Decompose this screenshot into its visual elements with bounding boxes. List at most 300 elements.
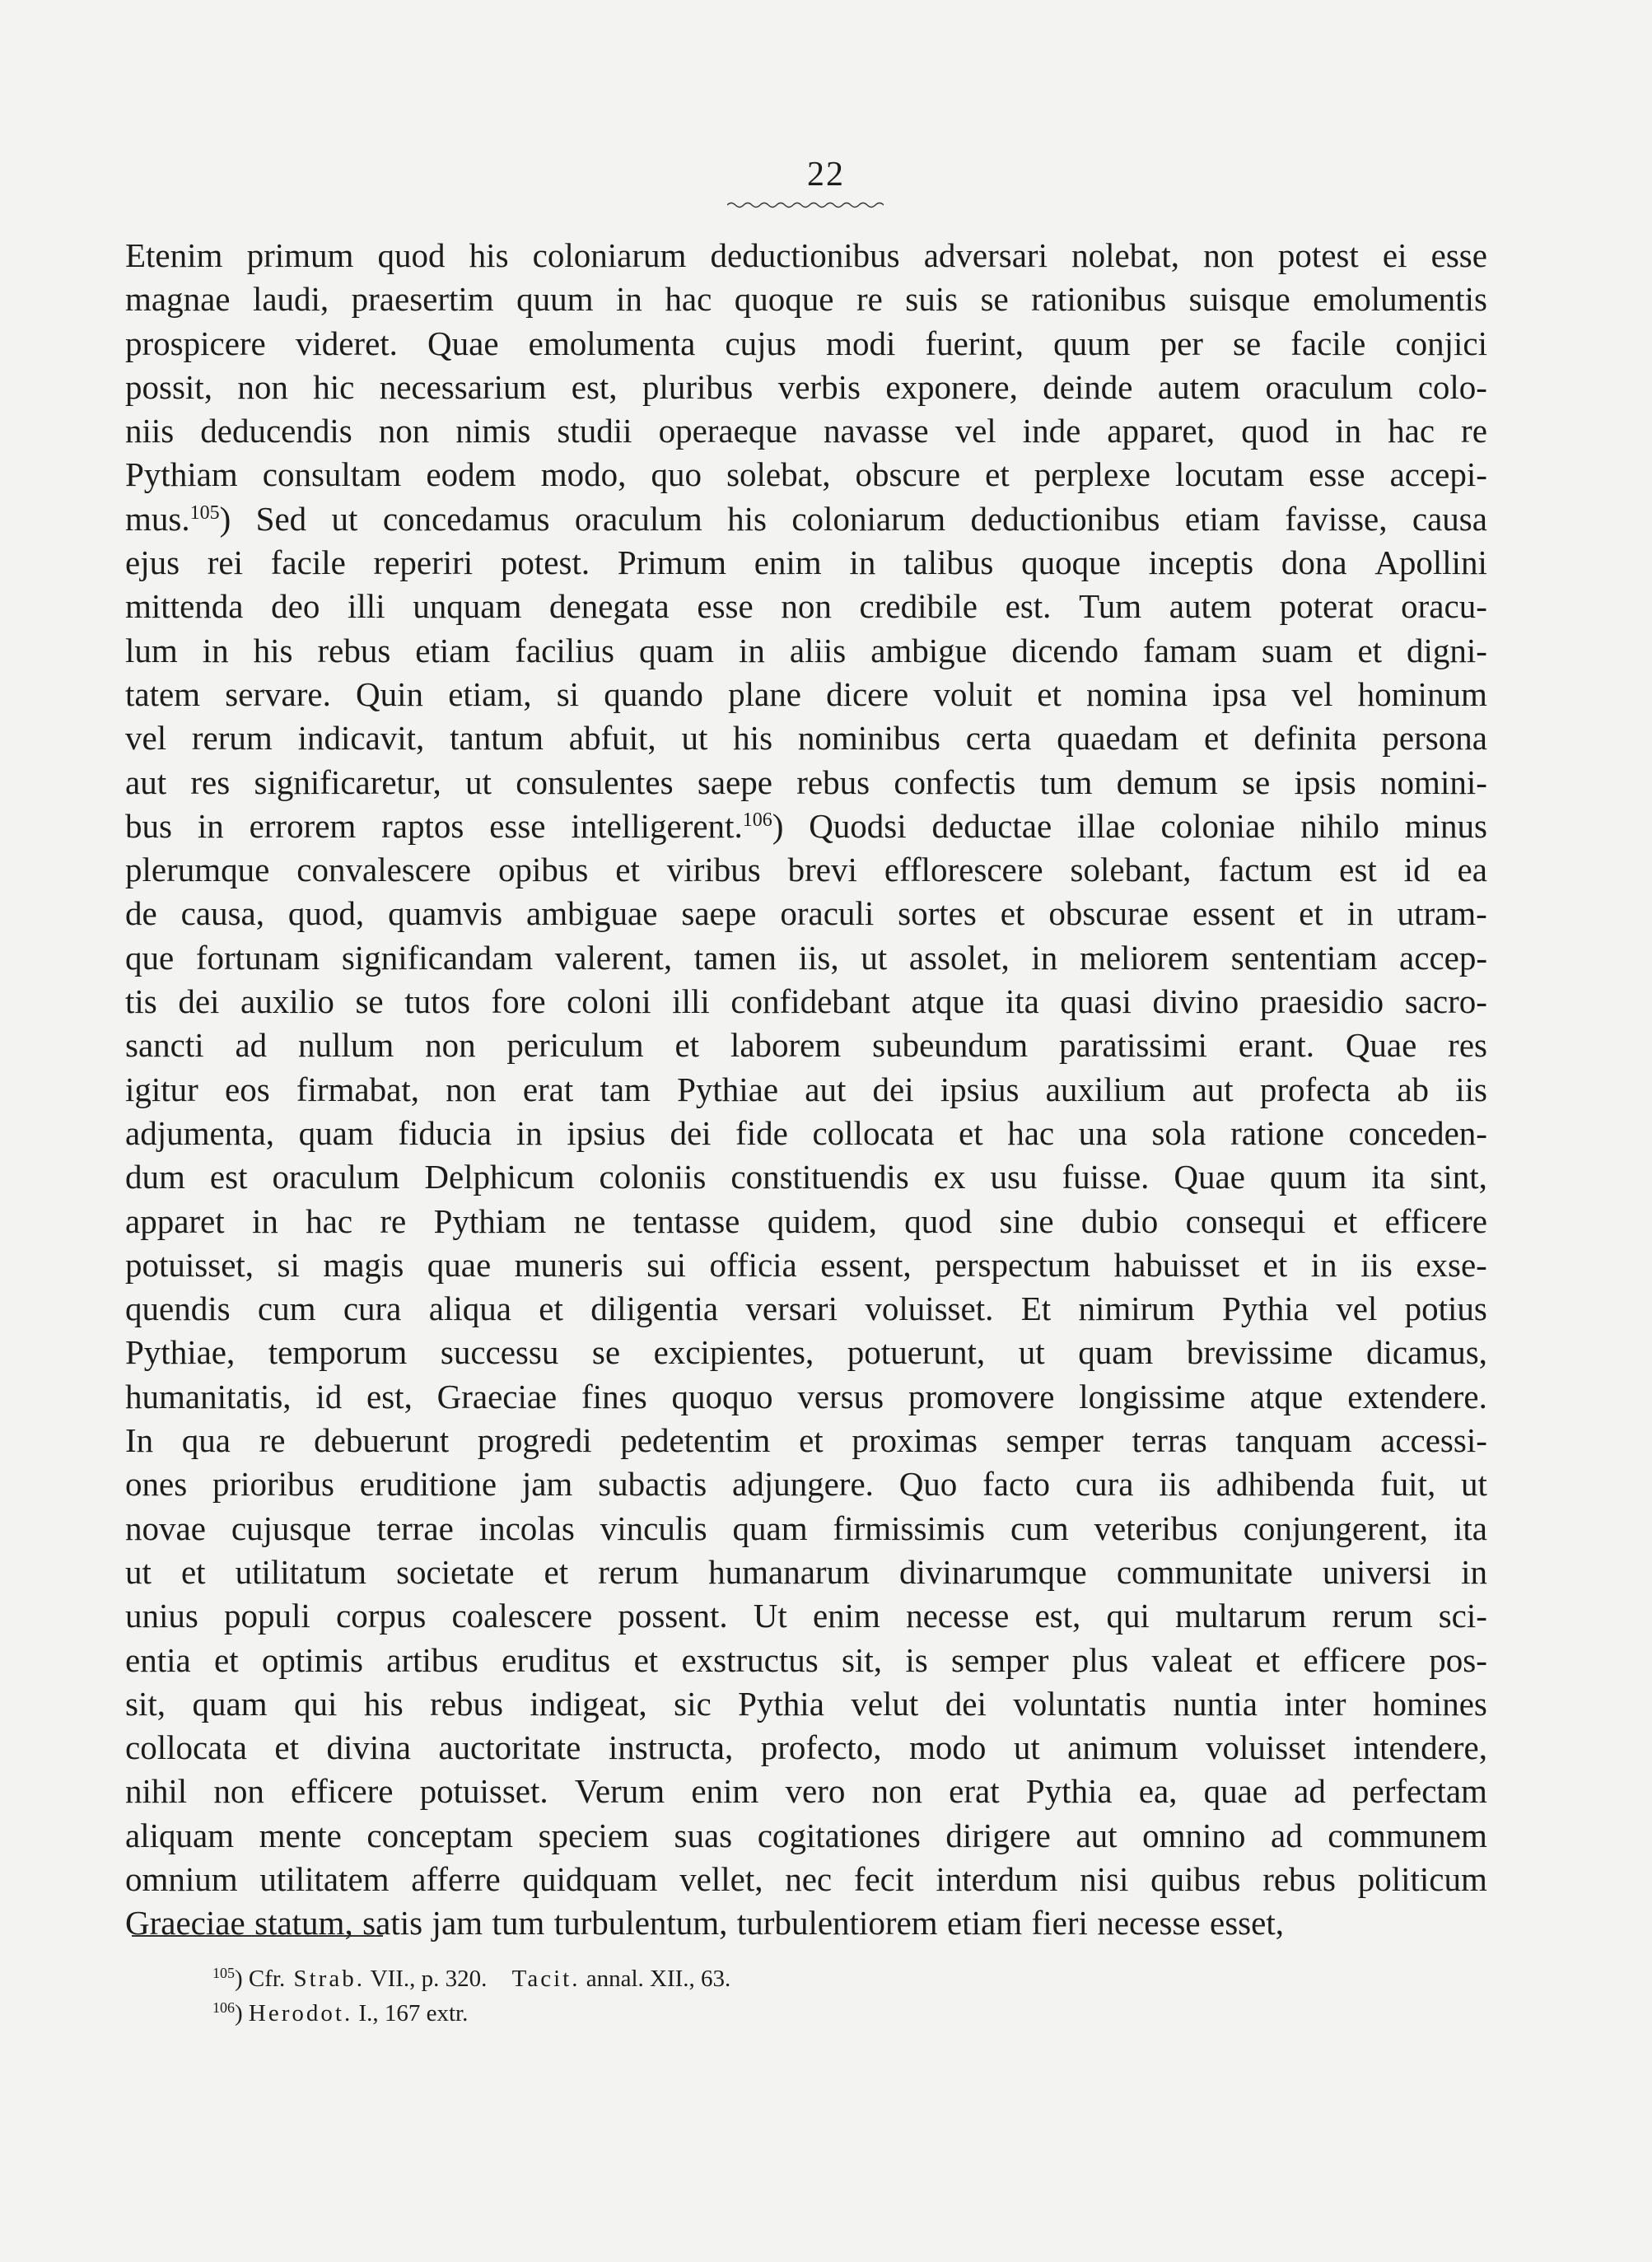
word: et — [1357, 631, 1383, 669]
word: quod — [377, 236, 446, 274]
word: non — [781, 587, 832, 626]
word: tatem — [125, 674, 201, 713]
word: causa — [1412, 499, 1487, 538]
word: Quo — [898, 1465, 958, 1504]
word: his — [733, 719, 773, 758]
word: Quae — [1174, 1158, 1245, 1196]
word: nullum — [298, 1026, 394, 1065]
word: qui — [1106, 1597, 1150, 1635]
word: dei — [178, 982, 220, 1021]
word: reperiri — [373, 543, 474, 582]
word: Delphicum — [424, 1158, 575, 1196]
word: obscure — [855, 455, 961, 494]
word: rationibus — [1031, 280, 1167, 319]
word: progredi — [477, 1421, 592, 1460]
word: oraculum — [1265, 367, 1393, 406]
word: Primum — [617, 543, 726, 582]
word: quam — [732, 1509, 808, 1547]
word: nomini- — [1380, 763, 1487, 801]
word: cum — [1010, 1509, 1069, 1547]
word: quaedam — [1057, 719, 1179, 758]
word: quendis — [125, 1290, 231, 1328]
word: ipsius — [567, 1113, 646, 1152]
word: modo, — [540, 455, 627, 494]
word: praesidio — [1259, 982, 1384, 1021]
word: divinarumque — [899, 1552, 1087, 1591]
word: voluit — [933, 674, 1013, 713]
word: quum — [1053, 324, 1131, 362]
word: cogitationes — [757, 1816, 921, 1854]
word: firmabat, — [296, 1070, 419, 1108]
word: est, — [366, 1377, 413, 1415]
word: enim — [754, 543, 822, 582]
word: non — [425, 1026, 476, 1065]
word: ei — [1382, 236, 1407, 274]
word: sit, — [125, 1684, 166, 1723]
word: mente — [259, 1816, 342, 1854]
word: significandam — [341, 938, 534, 977]
word: solebant, — [1070, 851, 1192, 889]
text-line — [125, 1901, 1487, 1945]
word: et — [544, 1552, 569, 1591]
word: conjici — [1395, 324, 1487, 362]
page-number-ornament — [727, 201, 884, 209]
word: paratissimi — [1059, 1026, 1207, 1065]
word: tutos — [404, 982, 470, 1021]
word: iis — [1360, 1245, 1393, 1284]
word: facto — [982, 1465, 1051, 1504]
word: facile — [270, 543, 346, 582]
word: deductae — [931, 806, 1052, 845]
word: consequi — [1185, 1201, 1306, 1240]
word: in — [251, 1201, 278, 1240]
word: coloniarum — [532, 236, 687, 274]
word: cum — [257, 1290, 316, 1328]
word: servare. — [225, 674, 331, 713]
word: hac — [306, 1201, 353, 1240]
word: studii — [557, 412, 632, 450]
word: videret. — [295, 324, 398, 362]
word: re — [856, 280, 883, 319]
text-line — [125, 278, 1487, 321]
word: etiam — [415, 631, 491, 669]
word: et — [1299, 894, 1323, 933]
word: ita — [1371, 1158, 1406, 1196]
word: collocata — [125, 1728, 247, 1767]
word: nomina — [1086, 674, 1188, 713]
footnote-ref[interactable]: 105 — [189, 501, 220, 524]
word: nuntia — [1173, 1684, 1258, 1723]
word: ne — [573, 1201, 606, 1240]
footnotes — [212, 1961, 730, 2031]
word: suam — [1261, 631, 1333, 669]
word: illi — [672, 982, 710, 1021]
word: humanarum — [708, 1552, 870, 1591]
word: cura — [1075, 1465, 1134, 1504]
word: in — [1335, 412, 1362, 450]
word: populi — [224, 1597, 310, 1635]
word: significaretur, — [254, 763, 441, 801]
word: ab — [1397, 1070, 1430, 1108]
word: adjungere. — [732, 1465, 874, 1504]
word: indigeat, — [530, 1684, 647, 1723]
word: quasi — [1060, 982, 1132, 1021]
word: consultam — [262, 455, 402, 494]
word: rebus — [430, 1684, 503, 1723]
word: enim — [691, 1772, 759, 1811]
word: est, — [571, 367, 618, 406]
word: jam — [432, 1904, 483, 1943]
word: oraculum — [272, 1158, 400, 1196]
word: deductionibus — [710, 236, 900, 274]
word: sci- — [1438, 1597, 1487, 1635]
word: non — [213, 1772, 264, 1811]
word: ea — [1457, 851, 1487, 889]
word: efflorescere — [884, 851, 1043, 889]
word: artibus — [386, 1640, 478, 1679]
word: non — [378, 412, 430, 450]
word: obscurae — [1048, 894, 1169, 933]
word: deducendis — [200, 412, 352, 450]
word: potuisset. — [419, 1772, 548, 1811]
word: excipientes, — [653, 1333, 814, 1372]
page-number: 22 — [807, 156, 845, 194]
word: essent — [1192, 894, 1276, 933]
word: ita — [1005, 982, 1039, 1021]
word: abfuit, — [568, 719, 656, 758]
word: vel — [125, 719, 167, 758]
word: hac — [665, 280, 712, 319]
word: solebat, — [726, 455, 831, 494]
word: si — [277, 1245, 300, 1284]
word: coloniis — [599, 1158, 707, 1196]
word: modo — [908, 1728, 987, 1767]
word: talibus — [903, 543, 994, 582]
word: per — [1160, 324, 1203, 362]
word: magis — [323, 1245, 404, 1284]
word: rei — [207, 543, 244, 582]
word: adversari — [923, 236, 1048, 274]
word: rerum — [191, 719, 273, 758]
word: Etenim — [125, 236, 223, 274]
text-line — [125, 805, 1487, 848]
word: etiam, — [448, 674, 532, 713]
word: fortunam — [195, 938, 320, 977]
word: tamen — [693, 938, 777, 977]
word: tanquam — [1235, 1421, 1352, 1460]
word: ipsius — [940, 1070, 1020, 1108]
word: non — [871, 1772, 922, 1811]
word: praesertim — [351, 280, 494, 319]
word: est, — [1034, 1597, 1081, 1635]
word: in — [849, 543, 876, 582]
word: deo — [271, 587, 320, 626]
word: quando — [604, 674, 703, 713]
word: oracu- — [1401, 587, 1487, 626]
word: sacro- — [1404, 982, 1487, 1021]
word: animum — [1067, 1728, 1178, 1767]
word: aut — [1192, 1070, 1234, 1108]
word: erant. — [1238, 1026, 1314, 1065]
word: dei — [945, 1684, 987, 1723]
word: velut — [851, 1684, 919, 1723]
word: in — [1031, 938, 1058, 977]
word: tum — [1039, 763, 1093, 801]
text-line — [125, 761, 1487, 805]
word: saepe — [681, 894, 757, 933]
footnote-ref[interactable]: 106 — [742, 809, 772, 831]
word: semper — [951, 1640, 1049, 1679]
word: homines — [1372, 1684, 1487, 1723]
word: esse — [489, 806, 546, 845]
word: vel — [1291, 674, 1333, 713]
word: voluisset. — [865, 1290, 994, 1328]
word: ut — [681, 719, 708, 758]
word: confectis — [894, 763, 1016, 801]
word: poterat — [1279, 587, 1374, 626]
word: auxilium — [1045, 1070, 1166, 1108]
word: facile — [1290, 324, 1366, 362]
word: fide — [735, 1113, 788, 1152]
word: quum — [1269, 1158, 1347, 1196]
word: potuisset, — [125, 1245, 254, 1284]
word: suas — [674, 1816, 733, 1854]
word: vel — [1336, 1290, 1378, 1328]
word: quam — [638, 631, 715, 669]
word: potest. — [500, 543, 590, 582]
body-text — [125, 234, 1487, 1946]
word: adjumenta, — [125, 1113, 275, 1152]
word: raptos — [381, 806, 464, 845]
word: humanitatis, — [125, 1377, 292, 1415]
word: usu — [990, 1158, 1038, 1196]
text-line — [125, 980, 1487, 1024]
word: quoquo — [671, 1377, 773, 1415]
word: rerum — [1332, 1597, 1413, 1635]
word: necesse — [1097, 1904, 1201, 1943]
word: consulentes — [516, 763, 674, 801]
word: conceptam — [366, 1816, 513, 1854]
word: subeundum — [872, 1026, 1029, 1065]
word: valeat — [1151, 1640, 1233, 1679]
word: fore — [491, 982, 546, 1021]
text-line — [125, 673, 1487, 716]
word: his — [469, 236, 509, 274]
text-line — [125, 1858, 1487, 1901]
word: profecta — [1259, 1070, 1371, 1108]
word: et — [1255, 1640, 1281, 1679]
word: tum — [492, 1904, 545, 1943]
word: quam — [298, 1113, 374, 1152]
word: in — [616, 280, 642, 319]
footnote-text: annal. XII., 63. — [580, 1966, 731, 1992]
word: et — [799, 1421, 824, 1460]
word: autem — [1169, 587, 1252, 626]
word: digni- — [1407, 631, 1487, 669]
text-line — [125, 453, 1487, 497]
word: dubio — [1080, 1201, 1159, 1240]
text-line — [125, 585, 1487, 628]
word: tam — [600, 1070, 651, 1108]
word: bus — [125, 806, 172, 845]
word: aut — [125, 763, 167, 801]
word: eruditione — [359, 1465, 497, 1504]
word: unius — [125, 1597, 198, 1635]
word: perfectam — [1352, 1772, 1487, 1811]
word: iis — [1455, 1070, 1487, 1108]
word: et — [274, 1728, 299, 1767]
text-line — [125, 541, 1487, 585]
word: quum — [516, 280, 594, 319]
word: favisse, — [1285, 499, 1388, 538]
word: in — [202, 631, 229, 669]
word: causa, — [180, 894, 264, 933]
word: et — [1203, 719, 1229, 758]
word: nominibus — [797, 719, 940, 758]
word: aliis — [789, 631, 847, 669]
word: exstructus — [681, 1640, 819, 1679]
text-line — [125, 1024, 1487, 1067]
word: accep- — [1399, 938, 1487, 977]
word: niis — [125, 412, 175, 450]
word: satis — [362, 1904, 423, 1943]
word: factum — [1218, 851, 1313, 889]
word: tantum — [450, 719, 544, 758]
word: ut — [331, 499, 358, 538]
word: quae — [427, 1245, 492, 1284]
word: et — [959, 1113, 983, 1152]
word: id — [315, 1377, 343, 1415]
word: errorem — [249, 806, 357, 845]
word: omnino — [1142, 1816, 1246, 1854]
word: de — [125, 894, 157, 933]
word: sic — [674, 1684, 712, 1723]
word: quam — [1078, 1333, 1154, 1372]
word: verbis — [777, 367, 861, 406]
word: possit, — [125, 367, 212, 406]
text-line — [125, 629, 1487, 673]
word: apparet, — [1107, 412, 1216, 450]
word: mittenda — [125, 587, 244, 626]
word: rebus — [317, 631, 391, 669]
word: cujus — [725, 324, 796, 362]
word: societate — [396, 1552, 515, 1591]
word: operaeque — [658, 412, 798, 450]
word: exponere, — [885, 367, 1018, 406]
word: dona — [1281, 543, 1347, 582]
word: vero — [785, 1772, 846, 1811]
word: ratione — [1230, 1113, 1324, 1152]
word: quidem, — [767, 1201, 877, 1240]
word: dei — [872, 1070, 914, 1108]
word: extendere. — [1347, 1377, 1487, 1415]
word: fuerint, — [925, 324, 1024, 362]
word: modi — [826, 324, 896, 362]
word: fiducia — [398, 1113, 492, 1152]
word: eruditus — [502, 1640, 611, 1679]
word: ut — [1013, 1728, 1040, 1767]
word: adhibenda — [1216, 1465, 1356, 1504]
word: in — [1461, 1552, 1487, 1591]
word: ex — [933, 1158, 966, 1196]
word: emolumenta — [528, 324, 696, 362]
word: minus — [1404, 806, 1487, 845]
word: una — [1078, 1113, 1127, 1152]
word: pos- — [1429, 1640, 1487, 1679]
word: qui — [293, 1684, 338, 1723]
word: ita — [1453, 1509, 1487, 1547]
word: lum — [125, 631, 178, 669]
word: aut — [805, 1070, 847, 1108]
word: mus.$^{105}$) — [125, 499, 231, 538]
word: demum — [1116, 763, 1218, 801]
word: terrae — [376, 1509, 454, 1547]
word: unquam — [413, 587, 522, 626]
word: indicavit, — [297, 719, 425, 758]
word: efficere — [1384, 1201, 1487, 1240]
word: Tum — [1079, 587, 1142, 626]
text-line — [125, 1200, 1487, 1243]
word: et — [985, 455, 1010, 494]
word: vinculis — [600, 1509, 707, 1547]
text-line — [125, 1331, 1487, 1374]
word: rerum — [598, 1552, 679, 1591]
word: tentasse — [632, 1201, 740, 1240]
word: utilitatum — [235, 1552, 367, 1591]
text-line — [125, 497, 1487, 541]
word: perplexe — [1034, 455, 1150, 494]
word: suis — [905, 280, 959, 319]
word: subactis — [598, 1465, 707, 1504]
word: eodem — [426, 455, 516, 494]
word: coloniarum — [791, 499, 946, 538]
word: opibus — [497, 851, 589, 889]
word: quod — [904, 1201, 973, 1240]
word: communitate — [1116, 1552, 1293, 1591]
text-line — [125, 322, 1487, 366]
word: facilius — [515, 631, 614, 669]
word: multarum — [1175, 1597, 1307, 1635]
word: tis — [125, 982, 157, 1021]
word: dicamus, — [1366, 1333, 1487, 1372]
word: nihilo — [1300, 806, 1379, 845]
word: omnium — [125, 1859, 238, 1898]
word: utilitatem — [259, 1859, 390, 1898]
word: universi — [1322, 1552, 1432, 1591]
word: quae — [1203, 1772, 1267, 1811]
word: Quae — [1345, 1026, 1417, 1065]
word: voluntatis — [1013, 1684, 1147, 1723]
word: quibus — [1150, 1859, 1241, 1898]
word: aut — [1076, 1816, 1118, 1854]
word: magnae — [125, 280, 231, 319]
word: quamvis — [388, 894, 503, 933]
word: ad — [1294, 1772, 1326, 1811]
text-line — [125, 1287, 1487, 1331]
word: turbulentiorem — [736, 1904, 938, 1943]
word: rebus — [796, 763, 870, 801]
word: ejus — [125, 543, 180, 582]
text-line — [125, 1682, 1487, 1726]
text-line — [125, 1639, 1487, 1682]
word: Verum — [574, 1772, 665, 1811]
word: ut — [465, 763, 492, 801]
word: Pythiam — [433, 1201, 547, 1240]
text-line — [125, 936, 1487, 980]
word: re — [380, 1201, 407, 1240]
word: in — [516, 1113, 543, 1152]
word: intendere, — [1353, 1728, 1487, 1767]
